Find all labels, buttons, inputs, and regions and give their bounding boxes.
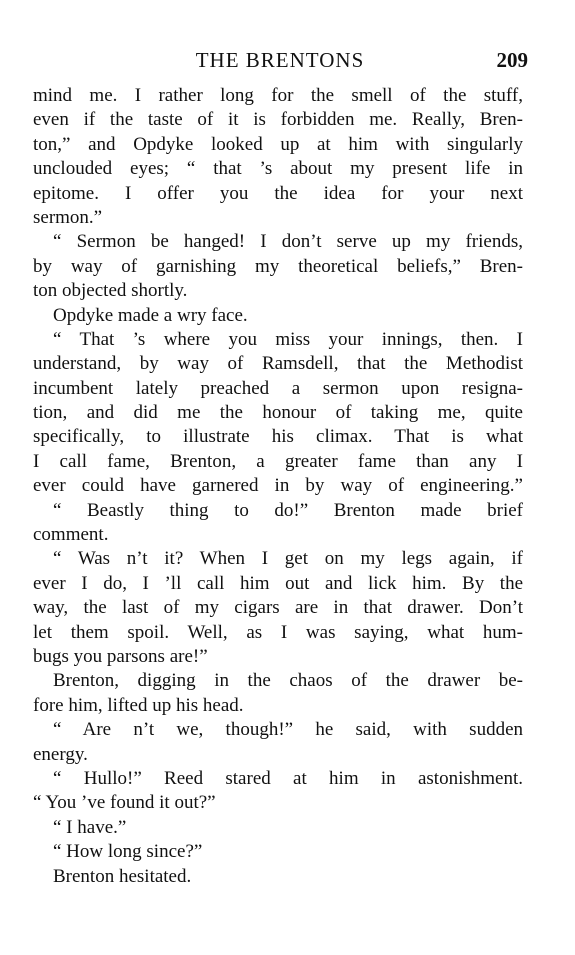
text-line: way, the last of my cigars are in that drawer. Don’t [33, 597, 523, 619]
page-number: 209 [496, 48, 528, 72]
text-line: “ How long since?” [53, 841, 203, 863]
text-line: energy. [33, 743, 88, 765]
text-line: Brenton hesitated. [53, 865, 192, 887]
text-line: ton,” and Opdyke looked up at him with singularly [33, 133, 523, 155]
body-text [33, 84, 523, 889]
text-line: sermon.” [33, 206, 103, 228]
running-title: THE BRENTONS [195, 48, 365, 72]
text-line: understand, by way of Ramsdell, that the Methodist [33, 353, 523, 375]
text-line: unclouded eyes; “ that ’s about my present life in [33, 158, 523, 180]
text-line: mind me. I rather long for the smell of the stuff, [33, 85, 523, 106]
text-line: let them spoil. Well, as I was saying, what hum- [33, 621, 523, 643]
text-line: “ Are n’t we, though!” he said, with sudden [53, 719, 523, 741]
text-line: incumbent lately preached a sermon upon resigna- [33, 377, 523, 399]
text-line: specifically, to illustrate his climax. That is what [33, 426, 523, 448]
text-line: “ That ’s where you miss your innings, then. I [53, 328, 523, 350]
text-line: ever could have garnered in by way of engineering.” [33, 475, 523, 497]
text-line: ever I do, I ’ll call him out and lick him. By the [33, 572, 523, 594]
text-line: “ Hullo!” Reed stared at him in astonishment. [53, 767, 523, 789]
text-line: “ Beastly thing to do!” Brenton made brief [53, 499, 523, 521]
text-line: bugs you parsons are!” [33, 645, 208, 667]
text-line: even if the taste of it is forbidden me. Really, Bren- [33, 109, 523, 131]
text-line: “ Was n’t it? When I get on my legs again, if [53, 548, 523, 570]
text-line: “ You ’ve found it out?” [33, 792, 216, 814]
text-line: “ Sermon be hanged! I don’t serve up my friends, [53, 231, 523, 253]
text-line: fore him, lifted up his head. [33, 694, 244, 716]
text-line: epitome. I offer you the idea for your next [33, 182, 523, 204]
text-line: Opdyke made a wry face. [53, 304, 248, 326]
text-line: comment. [33, 524, 109, 546]
text-line: I call fame, Brenton, a greater fame than any I [33, 450, 523, 472]
text-line: by way of garnishing my theoretical beliefs,” Bren- [33, 255, 523, 277]
text-line: ton objected shortly. [33, 280, 188, 302]
text-line: “ I have.” [53, 816, 127, 838]
text-line: tion, and did me the honour of taking me, quite [33, 402, 523, 424]
text-line: Brenton, digging in the chaos of the drawer be- [53, 670, 523, 692]
running-header [32, 48, 528, 76]
